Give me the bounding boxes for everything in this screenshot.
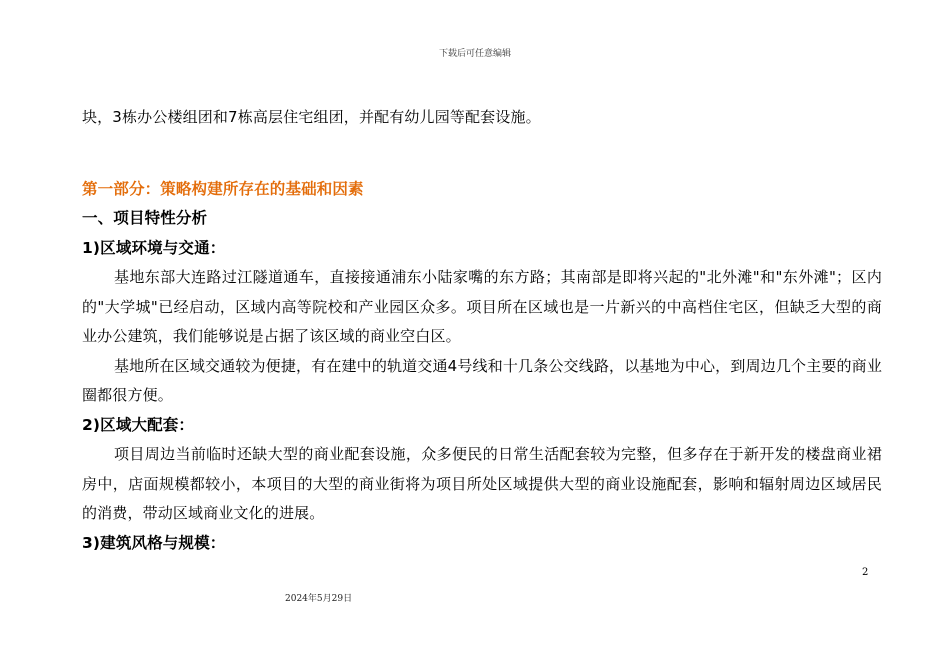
page-header: 下载后可任意编辑 — [438, 49, 511, 59]
page-footer-date: 2024年5月29日 — [285, 594, 353, 604]
page-number: 2 — [862, 567, 869, 578]
subsection-heading-1: 1)区域环境与交通： — [82, 238, 226, 257]
part-heading: 第一部分：策略构建所存在的基础和因素 — [82, 179, 364, 198]
subsection-heading-3: 3)建筑风格与规模： — [82, 533, 226, 552]
paragraph-1: 基地东部大连路过江隧道通车，直接接通浦东小陆家嘴的东方路；其南部是即将兴起的"北外滩"和"东外滩"；区内的"大学城"已经启动，区域内高等院校和产业园区众多。项目所在区域也是一片新兴的中高档住宅区，但缺乏大型的商业办公建筑，我们能够说是占据了该区域的商业空白区。 — [82, 268, 882, 345]
intro-line: 块，3栋办公楼组团和7栋高层住宅组团，并配有幼儿园等配套设施。 — [82, 108, 541, 126]
spacer — [82, 133, 882, 175]
paragraph-3: 项目周边当前临时还缺大型的商业配套设施，众多便民的日常生活配套较为完整，但多存在于新开发的楼盘商业裙房中，店面规模都较小，本项目的大型的商业街将为项目所处区域提供大型的商业设施配套，影响和辐射周边区域居民的消费，带动区域商业文化的进展。 — [82, 445, 882, 522]
subsection-heading-2: 2)区域大配套： — [82, 415, 195, 434]
paragraph-2: 基地所在区域交通较为便捷，有在建中的轨道交通4号线和十几条公交线路，以基地为中心，到周边几个主要的商业圈都很方便。 — [82, 356, 882, 404]
section-heading: 一、项目特性分析 — [82, 209, 208, 227]
page-body — [82, 103, 882, 558]
